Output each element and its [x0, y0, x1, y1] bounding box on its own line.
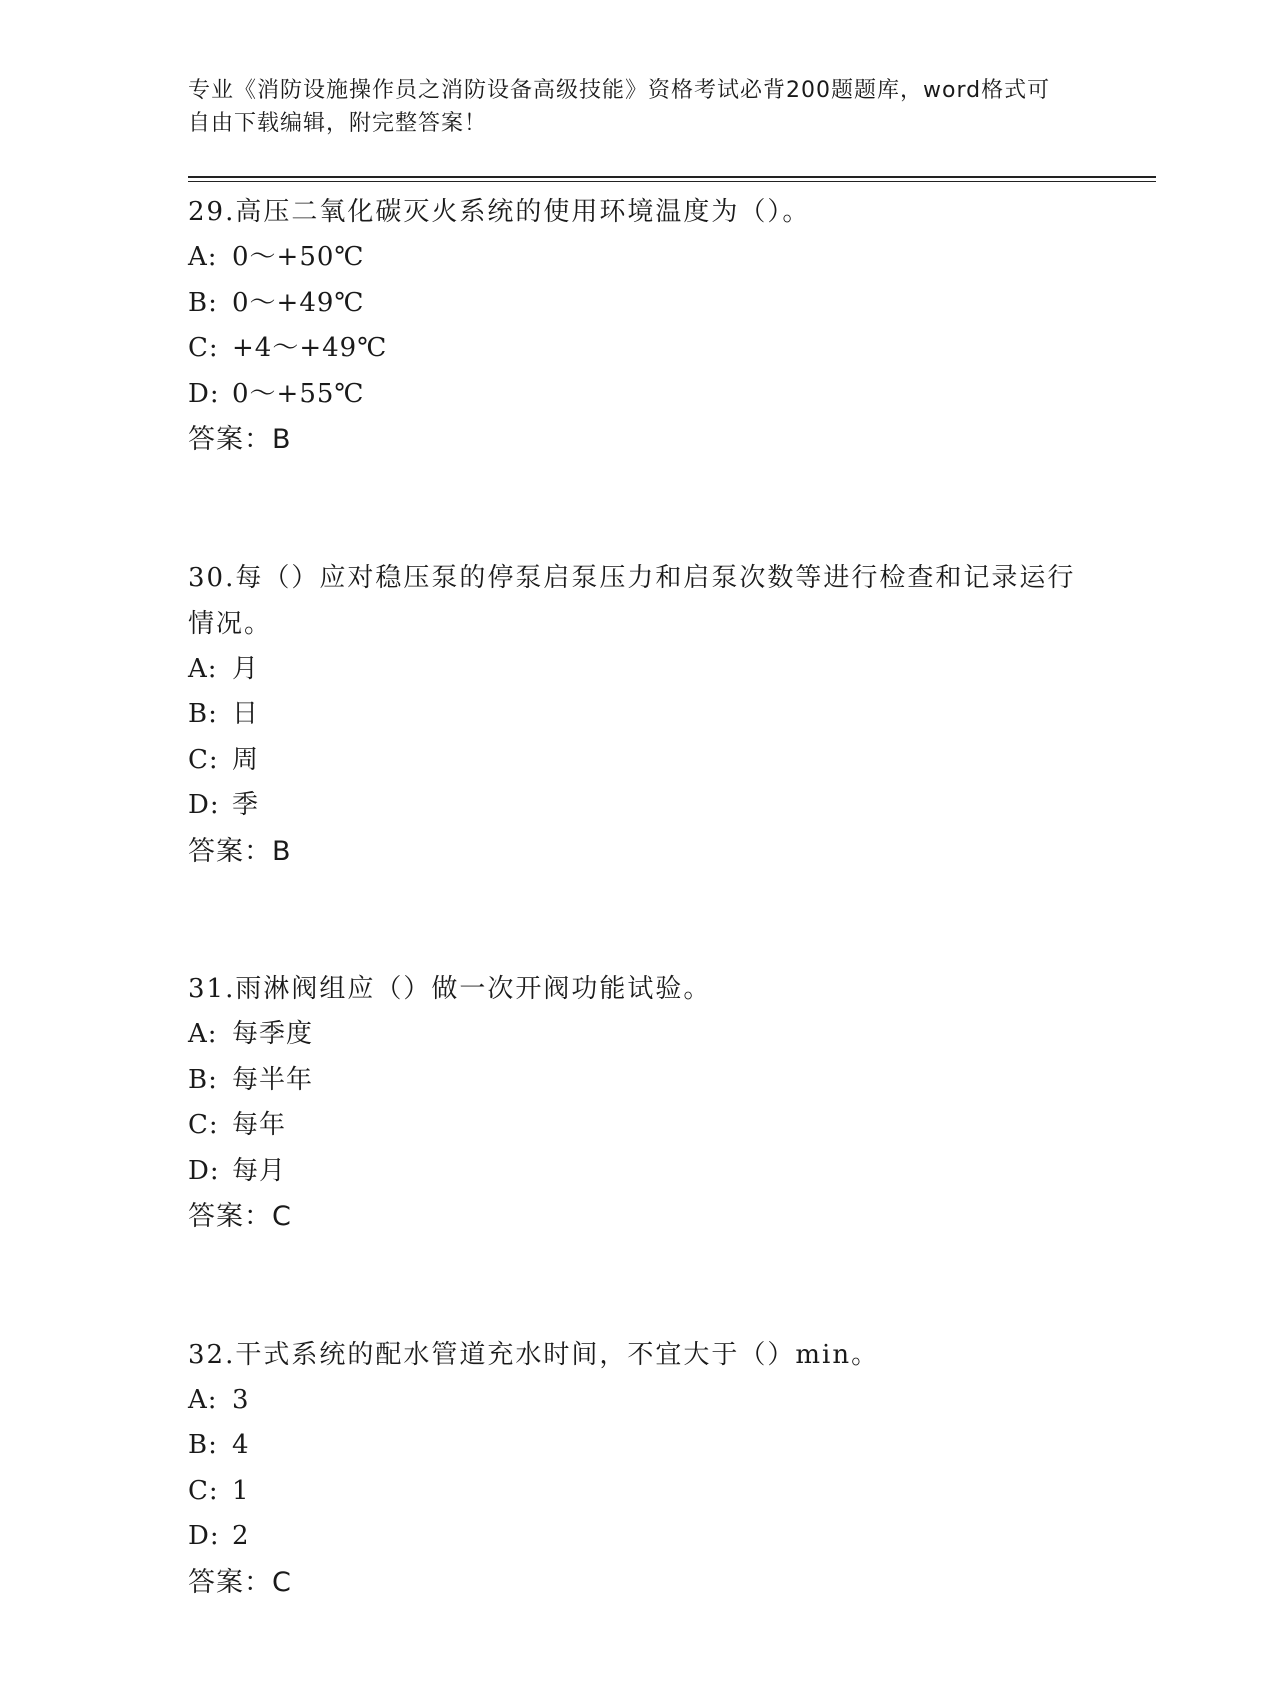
- question-30: [188, 555, 1088, 875]
- option-text: 2: [232, 1521, 250, 1551]
- option-letter: B:: [188, 1064, 218, 1095]
- option-letter: D:: [188, 1155, 220, 1186]
- question-stem: 31.雨淋阀组应（）做一次开阀功能试验。: [188, 974, 712, 1004]
- answer: 答案：B: [188, 835, 292, 867]
- option-text: 1: [232, 1475, 250, 1506]
- option-text: 周: [232, 744, 260, 775]
- option-d: [188, 372, 1088, 418]
- option-letter: B:: [188, 1430, 218, 1460]
- option-letter: C:: [188, 744, 219, 775]
- option-text: 3: [232, 1384, 250, 1415]
- option-b: [188, 692, 1088, 738]
- option-letter: B:: [188, 699, 218, 729]
- option-d: [188, 1514, 1088, 1560]
- header-divider-thick: [188, 176, 1156, 178]
- option-text: 每年: [232, 1110, 287, 1140]
- answer: 答案：B: [188, 424, 292, 455]
- option-a: [188, 647, 1088, 693]
- option-text: +4～+49℃: [232, 333, 388, 363]
- option-text: 每季度: [232, 1019, 314, 1049]
- option-a: [188, 235, 1088, 281]
- question-stem: 30.每（）应对稳压泵的停泵启泵压力和启泵次数等进行检查和记录运行情况。: [188, 562, 1076, 639]
- option-letter: A:: [188, 242, 218, 272]
- option-c: [188, 326, 1088, 372]
- option-letter: B:: [188, 287, 218, 318]
- option-text: 每半年: [232, 1064, 314, 1095]
- option-b: [188, 1423, 1088, 1469]
- question-stem: 29.高压二氧化碳灭火系统的使用环境温度为（）。: [188, 197, 811, 227]
- option-letter: C:: [188, 333, 219, 363]
- option-text: 0～+49℃: [232, 287, 365, 318]
- answer: 答案：C: [188, 1201, 292, 1232]
- option-c: [188, 1469, 1088, 1515]
- option-letter: D:: [188, 790, 220, 820]
- question-stem: 32.干式系统的配水管道充水时间，不宜大于（）min。: [188, 1339, 880, 1370]
- option-c: [188, 1103, 1088, 1149]
- document-header: 专业《消防设施操作员之消防设备高级技能》资格考试必背200题题库，word格式可自由下载编辑，附完整答案！: [188, 78, 1051, 136]
- option-d: [188, 1149, 1088, 1195]
- answer: 答案：C: [188, 1566, 292, 1598]
- option-letter: A:: [188, 1019, 218, 1049]
- question-31: [188, 966, 1088, 1240]
- option-a: [188, 1378, 1088, 1424]
- question-29: [188, 189, 1088, 463]
- option-text: 月: [232, 653, 260, 684]
- option-letter: A:: [188, 1384, 218, 1415]
- option-c: [188, 738, 1088, 784]
- option-b: [188, 1058, 1088, 1104]
- option-text: 每月: [232, 1155, 287, 1186]
- question-32: [188, 1332, 1088, 1606]
- option-text: 4: [232, 1430, 250, 1460]
- option-letter: C:: [188, 1110, 219, 1140]
- header-divider-thin: [188, 181, 1156, 182]
- option-letter: D:: [188, 1521, 220, 1551]
- option-letter: A:: [188, 653, 218, 684]
- question-list: [188, 189, 1088, 1697]
- option-text: 0～+55℃: [232, 378, 365, 409]
- option-letter: D:: [188, 378, 220, 409]
- option-letter: C:: [188, 1475, 219, 1506]
- option-a: [188, 1012, 1088, 1058]
- option-d: [188, 783, 1088, 829]
- option-b: [188, 281, 1088, 327]
- option-text: 日: [232, 699, 260, 729]
- option-text: 季: [232, 790, 260, 820]
- option-text: 0～+50℃: [232, 242, 365, 272]
